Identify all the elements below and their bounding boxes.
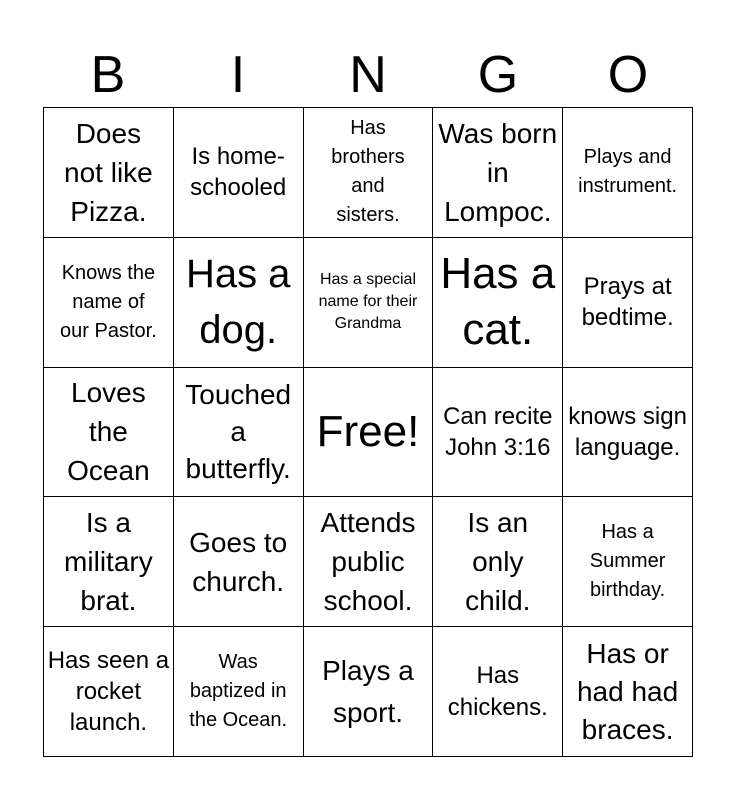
bingo-cell xyxy=(174,368,304,498)
cell-text: Knows the name of our Pastor. xyxy=(60,261,157,342)
cell-text: Plays and instrument. xyxy=(578,146,678,198)
header-letter-g: G xyxy=(477,46,519,104)
cell-text: Has a special name for their Grandma xyxy=(318,271,418,333)
bingo-cell xyxy=(304,497,434,627)
cell-text: Goes to church. xyxy=(189,526,288,597)
free-space xyxy=(304,368,434,498)
bingo-cell xyxy=(304,238,434,368)
bingo-cell xyxy=(563,368,693,498)
cell-text: Has brothers and sisters. xyxy=(331,117,405,227)
cell-text: Has a dog. xyxy=(185,252,291,353)
header-letter-b: B xyxy=(90,46,126,104)
cell-text: Prays at bedtime. xyxy=(581,273,674,332)
bingo-cell xyxy=(433,497,563,627)
cell-text: Plays a sport. xyxy=(322,654,414,728)
bingo-cell xyxy=(563,627,693,757)
bingo-grid xyxy=(43,107,693,757)
cell-text: Was baptized in the Ocean. xyxy=(189,651,288,732)
cell-text: Was born in Lompoc. xyxy=(438,117,558,227)
bingo-cell xyxy=(563,497,693,627)
cell-text: Can recite John 3:16 xyxy=(443,402,553,461)
bingo-cell xyxy=(44,108,174,238)
cell-text: Loves the Ocean xyxy=(67,377,150,487)
header-letter-i: I xyxy=(230,46,246,104)
bingo-cell xyxy=(433,238,563,368)
cell-text: knows sign language. xyxy=(568,402,687,461)
bingo-cell xyxy=(44,238,174,368)
bingo-cell xyxy=(304,108,434,238)
cell-text: Has a cat. xyxy=(440,249,556,355)
cell-text: Has chickens. xyxy=(447,661,548,721)
bingo-cell xyxy=(174,627,304,757)
cell-text: Has or had had braces. xyxy=(576,637,679,745)
bingo-cell xyxy=(174,238,304,368)
free-space-text: Free! xyxy=(316,406,420,456)
cell-text: Touched a butterfly. xyxy=(185,379,292,485)
bingo-cell xyxy=(304,627,434,757)
bingo-cell xyxy=(174,108,304,238)
cell-text: Is a military brat. xyxy=(64,507,153,617)
bingo-cell xyxy=(44,497,174,627)
header-letter-o: O xyxy=(607,46,649,104)
cell-text: Is an only child. xyxy=(465,507,531,617)
cell-text: Has seen a rocket launch. xyxy=(47,647,170,737)
header-letter-n: N xyxy=(349,46,387,104)
bingo-cell xyxy=(174,497,304,627)
cell-text: Does not like Pizza. xyxy=(64,117,153,227)
cell-text: Is home-schooled xyxy=(190,143,287,202)
cell-text: Attends public school. xyxy=(320,507,416,617)
bingo-cell xyxy=(44,368,174,498)
bingo-cell xyxy=(433,108,563,238)
bingo-header xyxy=(43,44,693,106)
bingo-cell xyxy=(433,627,563,757)
cell-text: Has a Summer birthday. xyxy=(589,521,666,602)
bingo-cell xyxy=(563,108,693,238)
bingo-cell xyxy=(563,238,693,368)
bingo-cell xyxy=(433,368,563,498)
bingo-cell xyxy=(44,627,174,757)
